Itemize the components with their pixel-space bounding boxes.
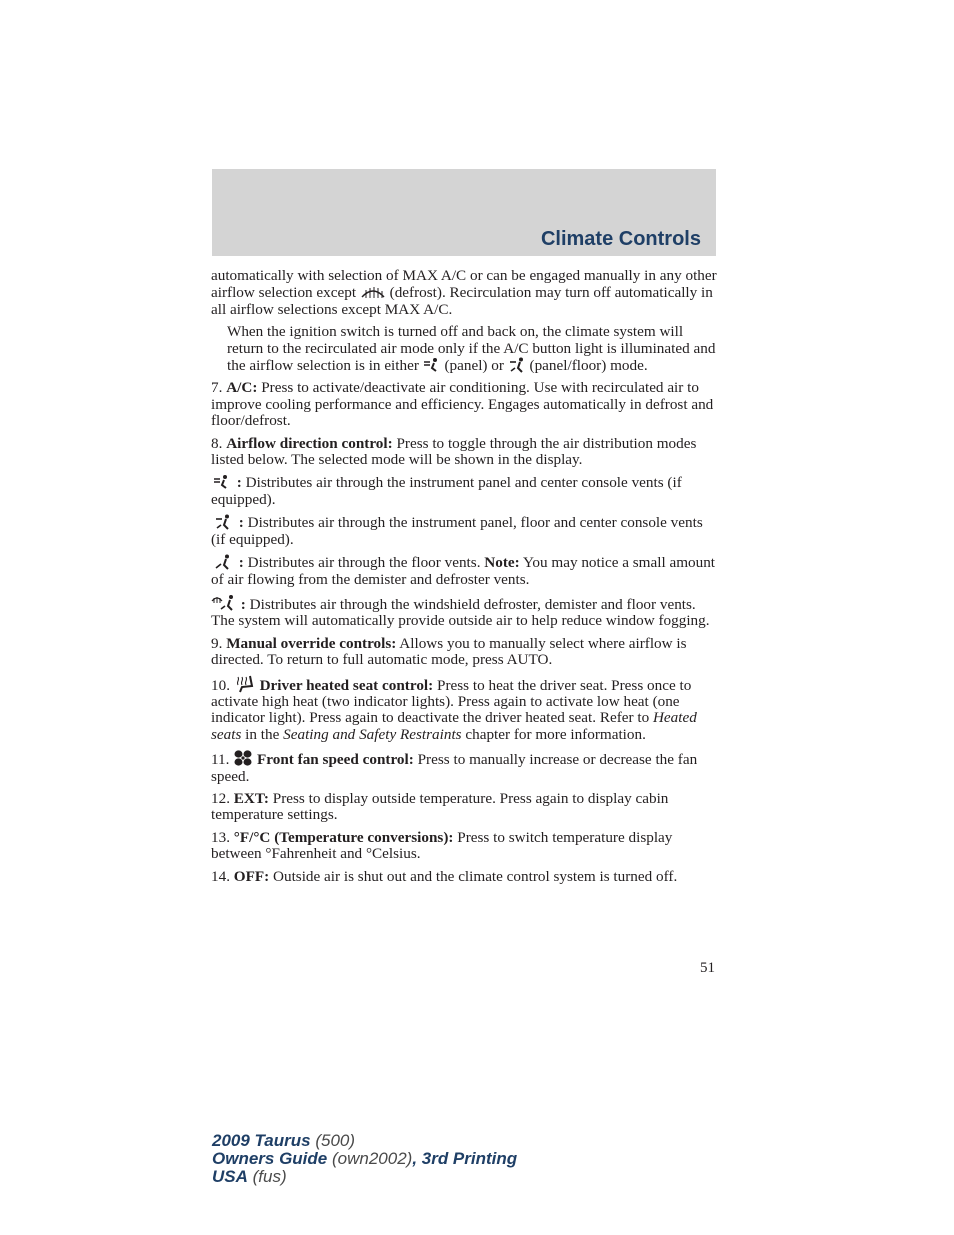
mode-text: Distributes air through the instrument panel and center console vents (if equipped). bbox=[211, 474, 682, 508]
mode-panel-floor bbox=[211, 514, 717, 548]
footer-line-1 bbox=[212, 1132, 517, 1150]
item-fan bbox=[211, 749, 717, 785]
mode-colon: : bbox=[240, 595, 246, 613]
item-text-2: in the bbox=[245, 725, 280, 743]
note-text: You may notice a small amount of air flowing from the demister and defroster vents. bbox=[211, 554, 716, 588]
footer-guide-code: (own2002) bbox=[331, 1149, 413, 1168]
intro-text-2: (defrost). Recirculation may turn off automatically in all airflow selections except MAX A/C. bbox=[211, 284, 713, 318]
item-number: 10. bbox=[211, 676, 230, 694]
item-number: 14. bbox=[211, 867, 230, 885]
panel-floor-vent-icon bbox=[508, 357, 526, 373]
floor-vent-icon bbox=[211, 554, 235, 570]
footer-line-3 bbox=[212, 1168, 517, 1186]
item-number: 9. bbox=[211, 634, 223, 652]
heated-seat-icon bbox=[234, 675, 256, 693]
item-text-3: chapter for more information. bbox=[465, 725, 646, 743]
intro-text: automatically with selection of MAX A/C or can be engaged manually in any other airflow selection except bbox=[211, 267, 717, 302]
item-label: Manual override controls: bbox=[226, 634, 397, 652]
item-text: Press to switch temperature display between °Fahrenheit and °Celsius. bbox=[211, 828, 673, 863]
item-text: Press to manually increase or decrease the fan speed. bbox=[211, 751, 698, 785]
item-label: Airflow direction control: bbox=[226, 434, 393, 452]
mode-colon: : bbox=[238, 554, 244, 572]
item-manual bbox=[211, 636, 717, 669]
footer-market: USA bbox=[212, 1167, 248, 1186]
item-airflow bbox=[211, 436, 717, 469]
mode-text: Distributes air through the instrument panel, floor and center console vents (if equipped). bbox=[211, 514, 703, 548]
item-temp bbox=[211, 830, 717, 863]
mode-text: Distributes air through the floor vents. bbox=[247, 554, 481, 572]
item-number: 12. bbox=[211, 789, 230, 807]
note-text-2: (panel) or bbox=[444, 357, 504, 375]
mode-text: Distributes air through the windshield defroster, demister and floor vents. The system will automatically provide outside air to help reduce window fogging. bbox=[211, 595, 710, 630]
header-band bbox=[212, 169, 716, 256]
page-number: 51 bbox=[700, 960, 715, 976]
footer-printing: , 3rd Printing bbox=[412, 1149, 518, 1168]
item-number: 13. bbox=[211, 828, 230, 846]
item-label: EXT: bbox=[233, 789, 269, 807]
footer-model: 2009 Taurus bbox=[212, 1131, 311, 1150]
footer-model-code: (500) bbox=[315, 1131, 356, 1150]
note-label: Note: bbox=[484, 554, 520, 572]
mode-defrost-floor bbox=[211, 594, 717, 630]
footer-guide: Owners Guide bbox=[212, 1149, 328, 1168]
note-paragraph bbox=[227, 324, 717, 374]
intro-paragraph bbox=[211, 268, 717, 318]
item-number: 7. bbox=[211, 379, 223, 397]
cross-reference: Heated seats bbox=[211, 709, 697, 743]
section-title: Climate Controls bbox=[540, 228, 701, 250]
item-text: Outside air is shut out and the climate control system is turned off. bbox=[273, 867, 678, 885]
footer-market-code: (fus) bbox=[252, 1167, 287, 1186]
panel-vent-icon bbox=[423, 357, 441, 373]
mode-panel bbox=[211, 474, 717, 508]
item-seat bbox=[211, 675, 717, 744]
chapter-reference: Seating and Safety Restraints bbox=[283, 725, 462, 743]
item-ac bbox=[211, 380, 717, 429]
page-content bbox=[211, 268, 717, 891]
panel-vent-icon bbox=[211, 474, 233, 490]
item-label: Driver heated seat control: bbox=[259, 676, 434, 694]
item-text: Press to activate/deactivate air conditioning. Use with recirculated air to improve cooling performance and efficiency. Engages automatically in defrost and floor/defrost. bbox=[211, 379, 714, 430]
mode-colon: : bbox=[236, 474, 242, 492]
footer bbox=[212, 1132, 517, 1186]
item-text: Press to toggle through the air distribution modes listed below. The selected mode will be shown in the display. bbox=[211, 434, 697, 469]
mode-floor bbox=[211, 554, 717, 588]
item-text: Press to heat the driver seat. Press once to activate high heat (two indicator lights). Press again to activate low heat (one indicator light). Press again to deactivate the driver heated seat. Refer to bbox=[211, 676, 692, 727]
item-label: °F/°C (Temperature conversions): bbox=[233, 828, 454, 846]
item-text: Press to display outside temperature. Press again to display cabin temperature settings. bbox=[211, 789, 669, 824]
item-text: Allows you to manually select where airflow is directed. To return to full automatic mode, press AUTO. bbox=[211, 634, 687, 669]
defrost-floor-icon bbox=[211, 594, 237, 612]
panel-floor-vent-icon bbox=[211, 514, 235, 530]
item-ext bbox=[211, 791, 717, 824]
item-off bbox=[211, 869, 717, 885]
note-text: When the ignition switch is turned off and back on, the climate system will return to the recirculated air mode only if the A/C button light is illuminated and the airflow selection is in either bbox=[227, 323, 716, 375]
note-text-3: (panel/floor) mode. bbox=[529, 357, 648, 375]
item-number: 8. bbox=[211, 434, 223, 452]
footer-line-2 bbox=[212, 1150, 517, 1168]
item-number: 11. bbox=[211, 751, 230, 769]
item-label: Front fan speed control: bbox=[257, 751, 414, 769]
item-label: A/C: bbox=[226, 379, 258, 397]
fan-icon bbox=[233, 749, 253, 767]
item-label: OFF: bbox=[233, 867, 270, 885]
mode-colon: : bbox=[238, 514, 244, 532]
defrost-icon bbox=[360, 284, 386, 300]
